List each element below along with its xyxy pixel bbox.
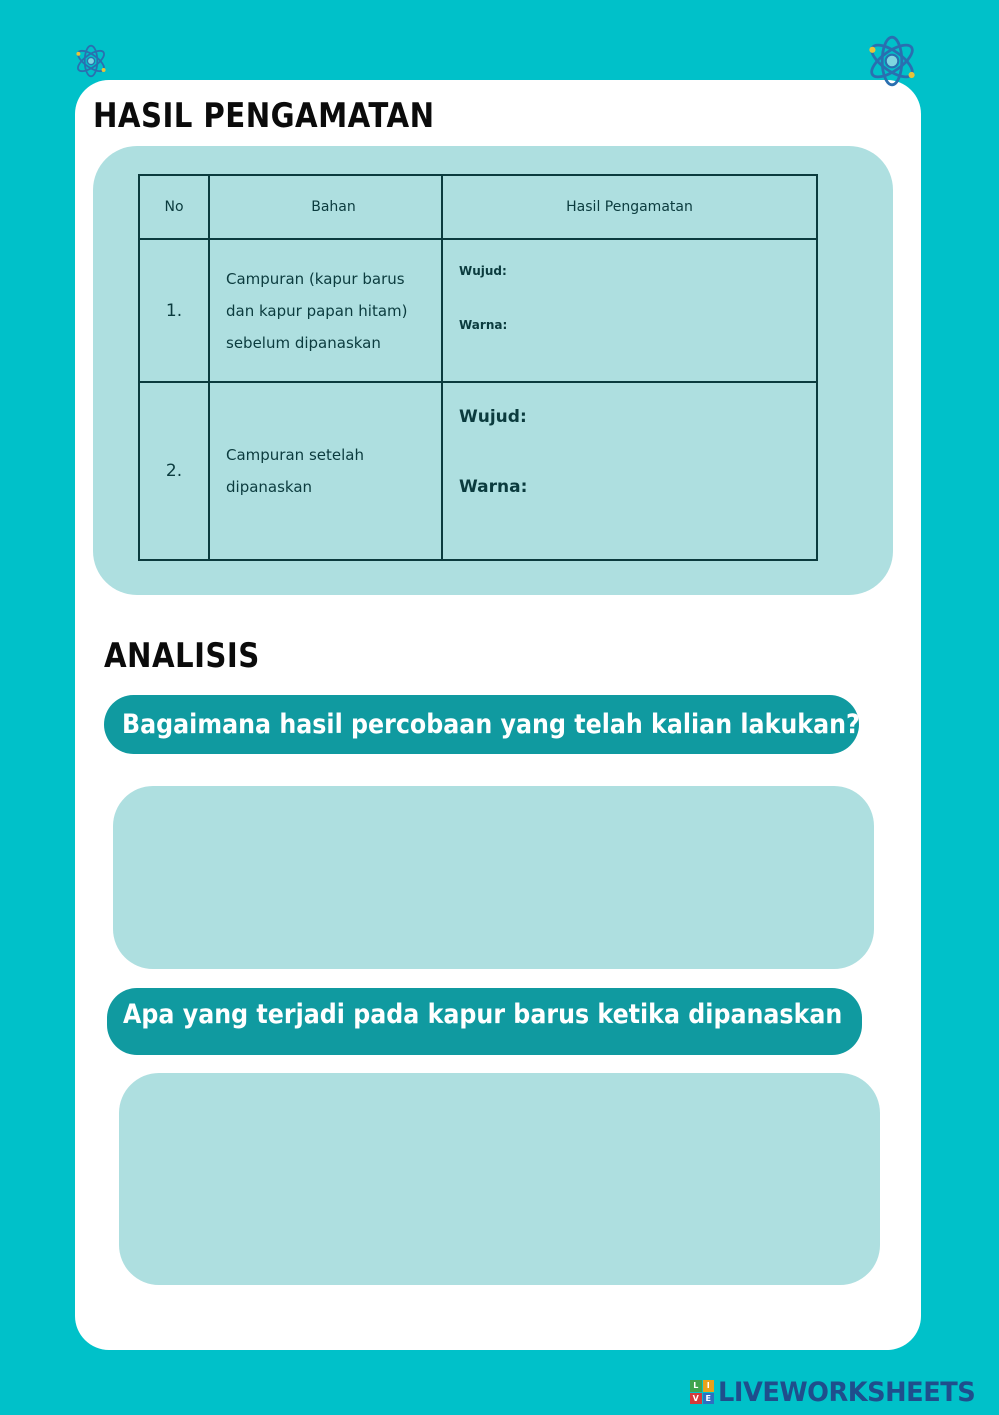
- column-header-bahan: Bahan: [209, 175, 442, 239]
- warna-label: Warna:: [459, 318, 508, 332]
- table-row: [139, 239, 817, 382]
- logo-letter: E: [703, 1393, 715, 1405]
- logo-letter: I: [703, 1380, 715, 1392]
- brand-name: LIVEWORKSHEETS: [718, 1376, 976, 1408]
- question-text: Apa yang terjadi pada kapur barus ketika dipanaskan: [123, 999, 843, 1030]
- question-text: Bagaimana hasil percobaan yang telah kalian lakukan?: [122, 709, 860, 740]
- row-result-cell[interactable]: [442, 239, 817, 382]
- material-line: dipanaskan: [226, 478, 313, 496]
- liveworksheets-logo-icon: [690, 1380, 714, 1404]
- observation-title: HASIL PENGAMATAN: [93, 96, 435, 136]
- logo-letter: V: [690, 1393, 702, 1405]
- material-line: sebelum dipanaskan: [226, 333, 381, 352]
- warna-label: Warna:: [459, 477, 528, 497]
- material-line: Campuran setelah: [226, 446, 364, 464]
- material-line: Campuran (kapur barus: [226, 269, 405, 288]
- wujud-label: Wujud:: [459, 264, 507, 278]
- row-number: 2.: [139, 382, 209, 560]
- question-banner-1: [104, 695, 859, 754]
- observation-table: [138, 174, 818, 561]
- column-header-no: No: [139, 175, 209, 239]
- material-line: dan kapur papan hitam): [226, 301, 408, 320]
- atom-icon: [864, 32, 920, 90]
- row-result-cell[interactable]: [442, 382, 817, 560]
- wujud-label: Wujud:: [459, 407, 527, 427]
- question-banner-2: [107, 988, 862, 1055]
- row-material: [209, 239, 442, 382]
- row-material: [209, 382, 442, 560]
- table-header-row: [139, 175, 817, 239]
- row-number: 1.: [139, 239, 209, 382]
- answer-field-2[interactable]: [119, 1073, 880, 1285]
- logo-letter: L: [690, 1380, 702, 1392]
- atom-icon: [73, 42, 109, 80]
- table-row: [139, 382, 817, 560]
- column-header-hasil: Hasil Pengamatan: [442, 175, 817, 239]
- answer-field-1[interactable]: [113, 786, 874, 969]
- analysis-title: ANALISIS: [104, 636, 260, 676]
- liveworksheets-brand[interactable]: [690, 1377, 989, 1407]
